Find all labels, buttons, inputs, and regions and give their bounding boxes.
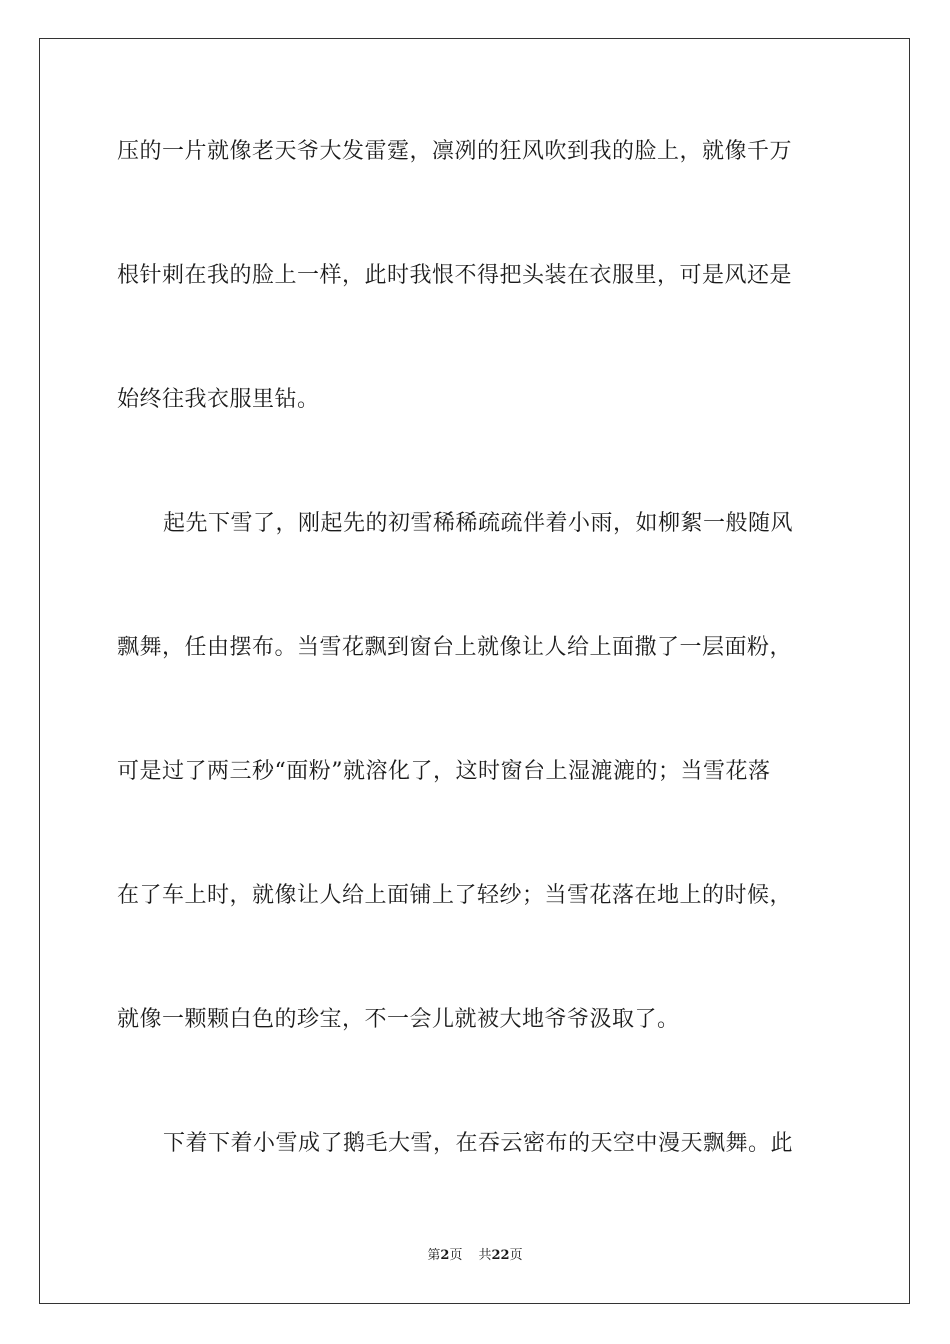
page-footer xyxy=(0,1247,950,1265)
body-text-line-2: 根针刺在我的脸上一样，此时我恨不得把头装在衣服里，可是风还是 xyxy=(117,263,793,288)
page-border xyxy=(39,38,910,1304)
body-text-line-7: 在了车上时，就像让人给上面铺上了轻纱；当雪花落在地上的时候， xyxy=(117,883,793,908)
body-text-line-1: 压的一片就像老天爷大发雷霆，凛冽的狂风吹到我的脸上，就像千万 xyxy=(117,139,793,164)
body-text-line-4: 起先下雪了，刚起先的初雪稀稀疏疏伴着小雨，如柳絮一般随风 xyxy=(163,511,794,536)
page-suffix: 页 xyxy=(449,1248,463,1263)
total-suffix: 页 xyxy=(509,1248,523,1263)
body-text-line-5: 飘舞，任由摆布。当雪花飘到窗台上就像让人给上面撒了一层面粉， xyxy=(117,635,793,660)
body-text-line-3: 始终往我衣服里钻。 xyxy=(117,387,320,412)
page-prefix: 第 xyxy=(427,1248,441,1263)
body-text-line-6: 可是过了两三秒“面粉”就溶化了，这时窗台上湿漉漉的；当雪花落 xyxy=(117,759,771,784)
page-number: 2 xyxy=(440,1248,450,1263)
total-prefix: 共 xyxy=(478,1248,492,1263)
total-pages: 22 xyxy=(491,1248,510,1263)
body-text-line-8: 就像一颗颗白色的珍宝，不一会儿就被大地爷爷汲取了。 xyxy=(117,1007,680,1032)
body-text-line-9: 下着下着小雪成了鹅毛大雪，在吞云密布的天空中漫天飘舞。此 xyxy=(163,1131,794,1156)
